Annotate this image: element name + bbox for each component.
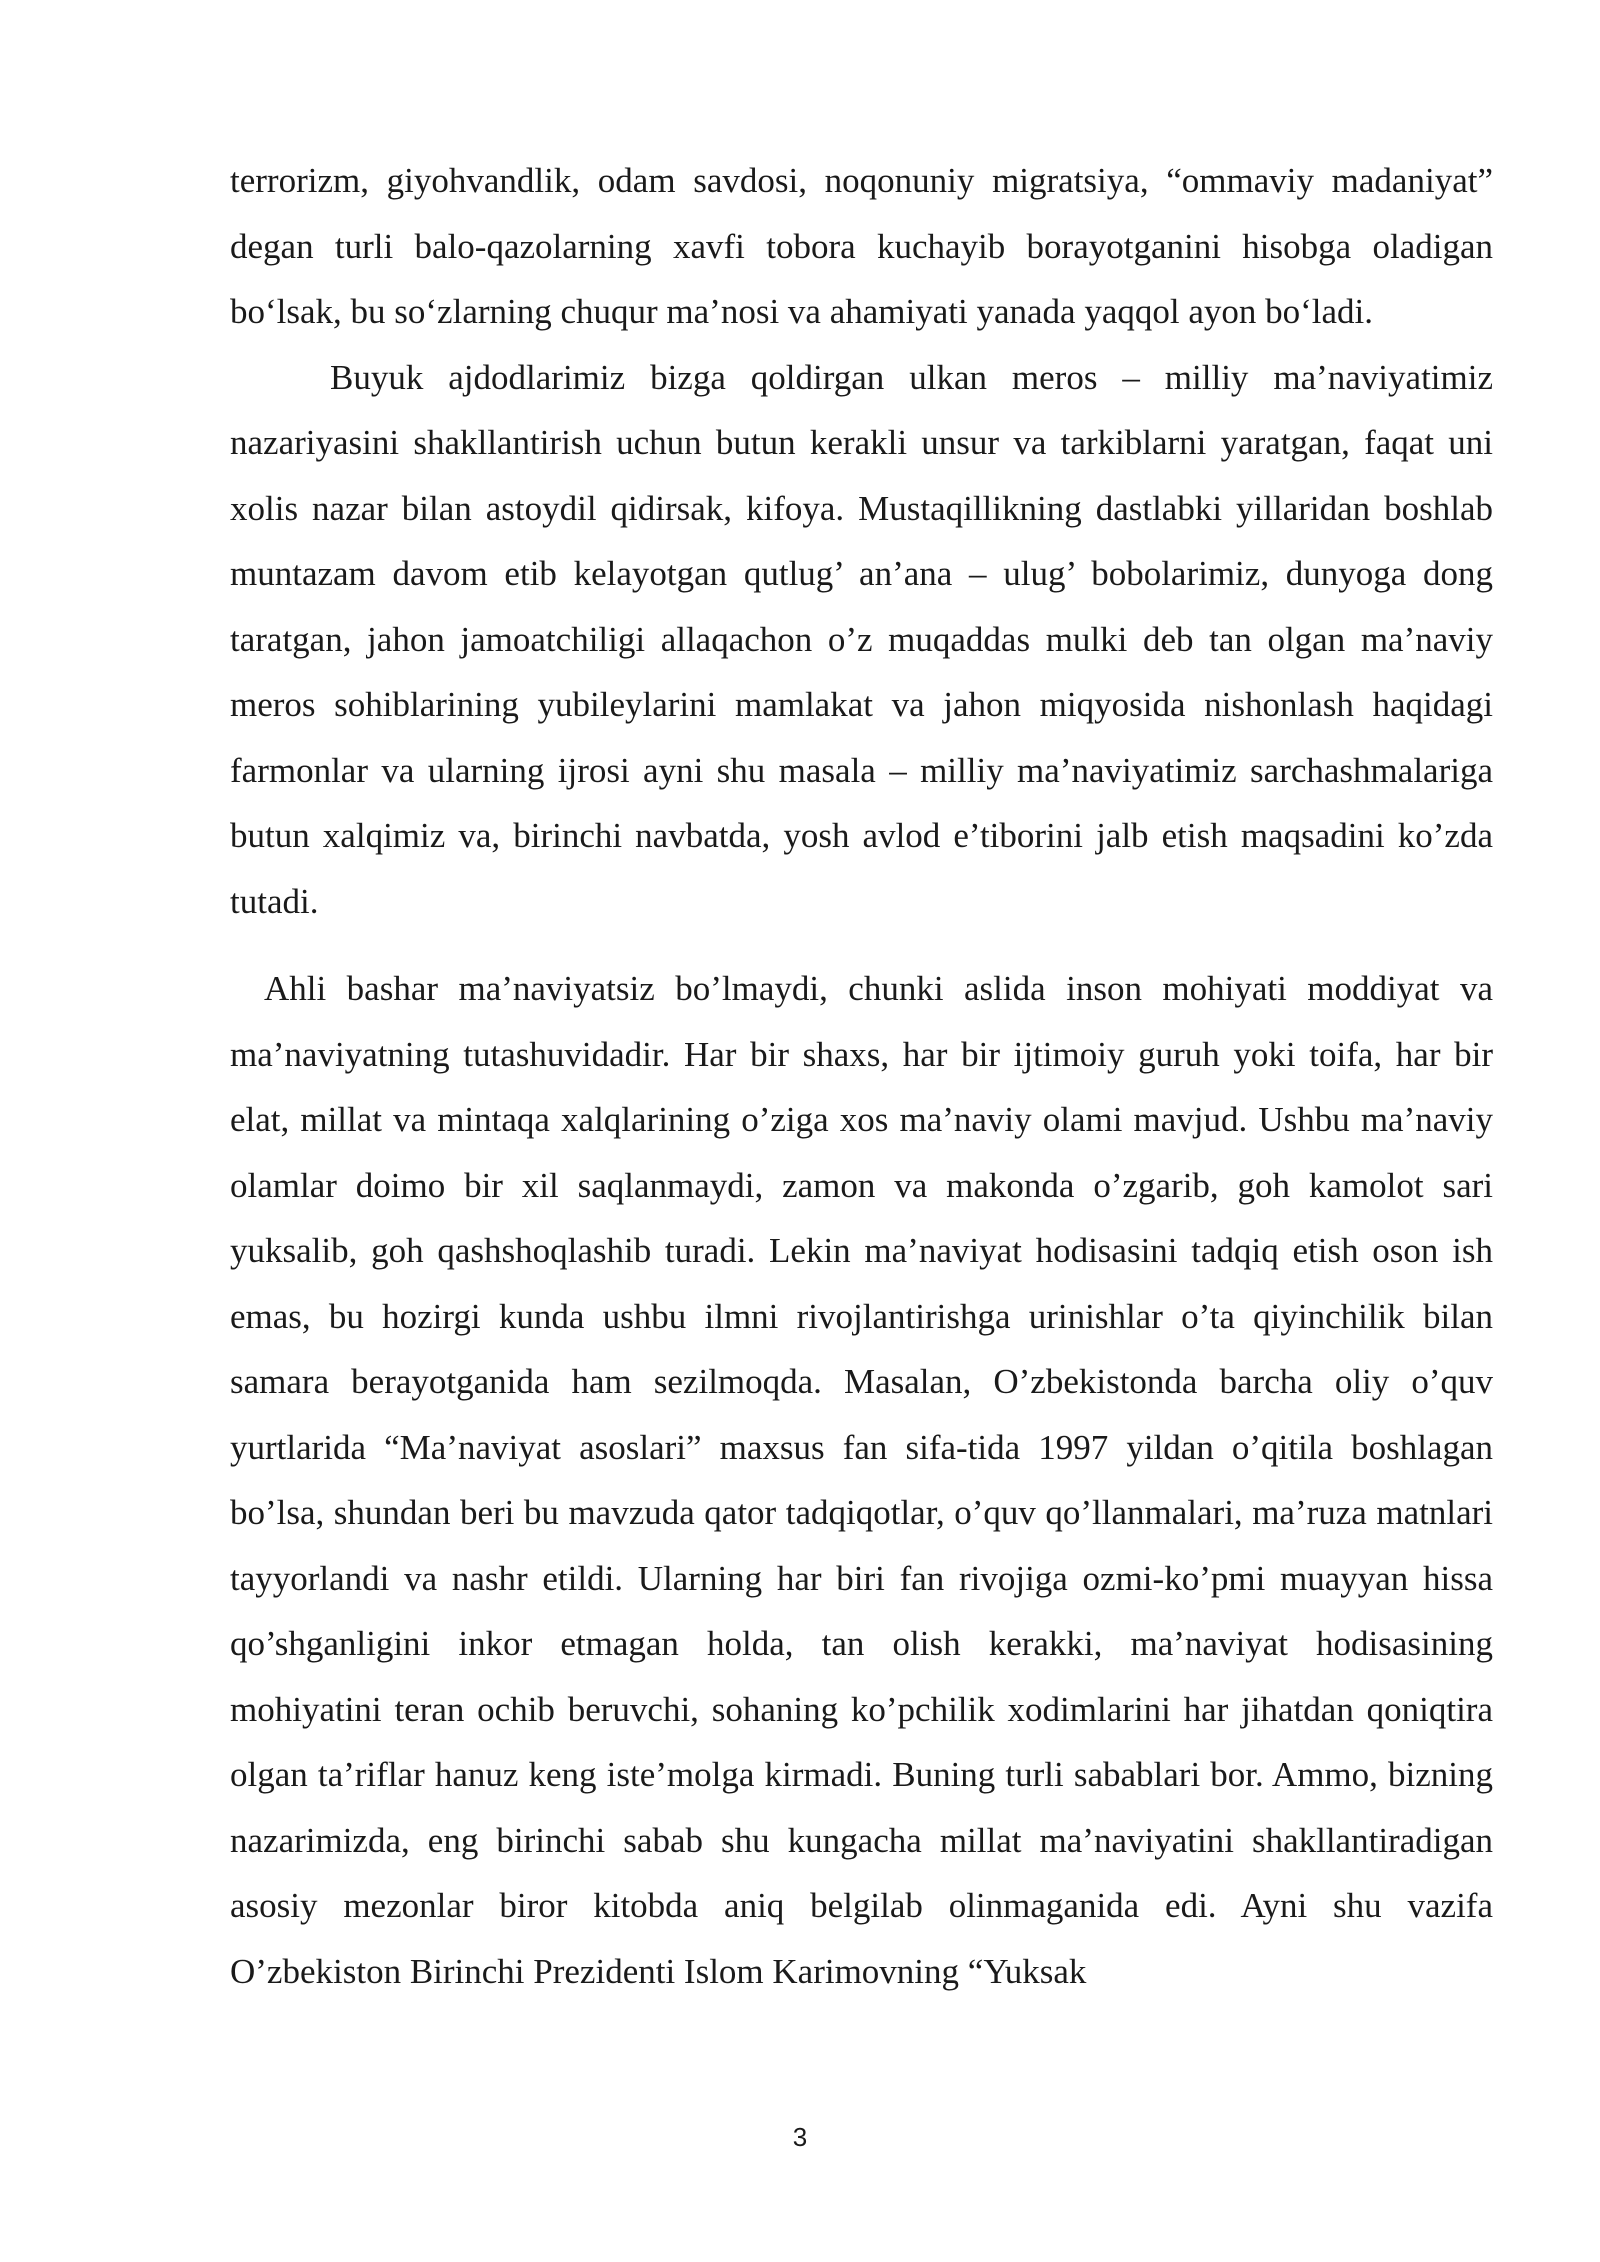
- body-text: [230, 148, 1493, 2004]
- paragraph-3: Ahli bashar ma’naviyatsiz bo’lmaydi, chunki aslida inson mohiyati moddiyat va ma’naviyatning tutashuvidadir. Har bir shaxs, har bir ijtimoiy guruh yoki toifa, har bir elat, millat va mintaqa xalqlarining o’ziga xos ma’naviy olami mavjud. Ushbu ma’naviy olamlar doimo bir xil saqlanmaydi, zamon va makonda o’zgarib, goh kamolot sari yuksalib, goh qashshoqlashib turadi. Lekin ma’naviyat hodisasini tadqiq etish oson ish emas, bu hozirgi kunda ushbu ilmni rivojlantirishga urinishlar o’ta qiyinchilik bilan samara berayotganida ham sezilmoqda. Masalan, O’zbekistonda barcha oliy o’quv yurtlarida “Ma’naviyat asoslari” maxsus fan sifa-tida 1997 yildan o’qitila boshlagan bo’lsa, shundan beri bu mavzuda qator tadqiqotlar, o’quv qo’llanmalari, ma’ruza matnlari tayyorlandi va nashr etildi. Ularning har biri fan rivojiga ozmi-ko’pmi muayyan hissa qo’shganligini inkor etmagan holda, tan olish kerakki, ma’naviyat hodisasining mohiyatini teran ochib beruvchi, sohaning ko’pchilik xodimlarini har jihatdan qoniqtira olgan ta’riflar hanuz keng iste’molga kirmadi. Buning turli sabablari bor. Ammo, bizning nazarimizda, eng birinchi sabab shu kungacha millat ma’naviyatini shakllantiradigan asosiy mezonlar biror kitobda aniq belgilab olinmaganida edi. Ayni shu vazifa O’zbekiston Birinchi Prezidenti Islom Karimovning “Yuksak: [230, 969, 1493, 1991]
- page-number: 3: [792, 2122, 808, 2152]
- paragraph-2: Buyuk ajdodlarimiz bizga qoldirgan ulkan meros – milliy ma’naviyatimiz nazariyasini shakllantirish uchun butun kerakli unsur va tarkiblarni yaratgan, faqat uni xolis nazar bilan astoydil qidirsak, kifoya. Mustaqillikning dastlabki yillaridan boshlab muntazam davom etib kelayotgan qutlug’ an’ana – ulug’ bobolarimiz, dunyoga dong taratgan, jahon jamoatchiligi allaqachon o’z muqaddas mulki deb tan olgan ma’naviy meros sohiblarining yubileylarini mamlakat va jahon miqyosida nishonlash haqidagi farmonlar va ularning ijrosi ayni shu masala – milliy ma’naviyatimiz sarchashmalariga butun xalqimiz va, birinchi navbatda, yosh avlod e’tiborini jalb etish maqsadini ko’zda tutadi.: [230, 357, 1493, 921]
- paragraph-1: terrorizm, giyohvandlik, odam savdosi, noqonuniy migratsiya, “ommaviy madaniyat” degan turli balo-qazolarning xavfi tobora kuchayib borayotganini hisobga oladigan bo‘lsak, bu so‘zlarning chuqur ma’nosi va ahamiyati yanada yaqqol ayon bo‘ladi.: [230, 161, 1493, 331]
